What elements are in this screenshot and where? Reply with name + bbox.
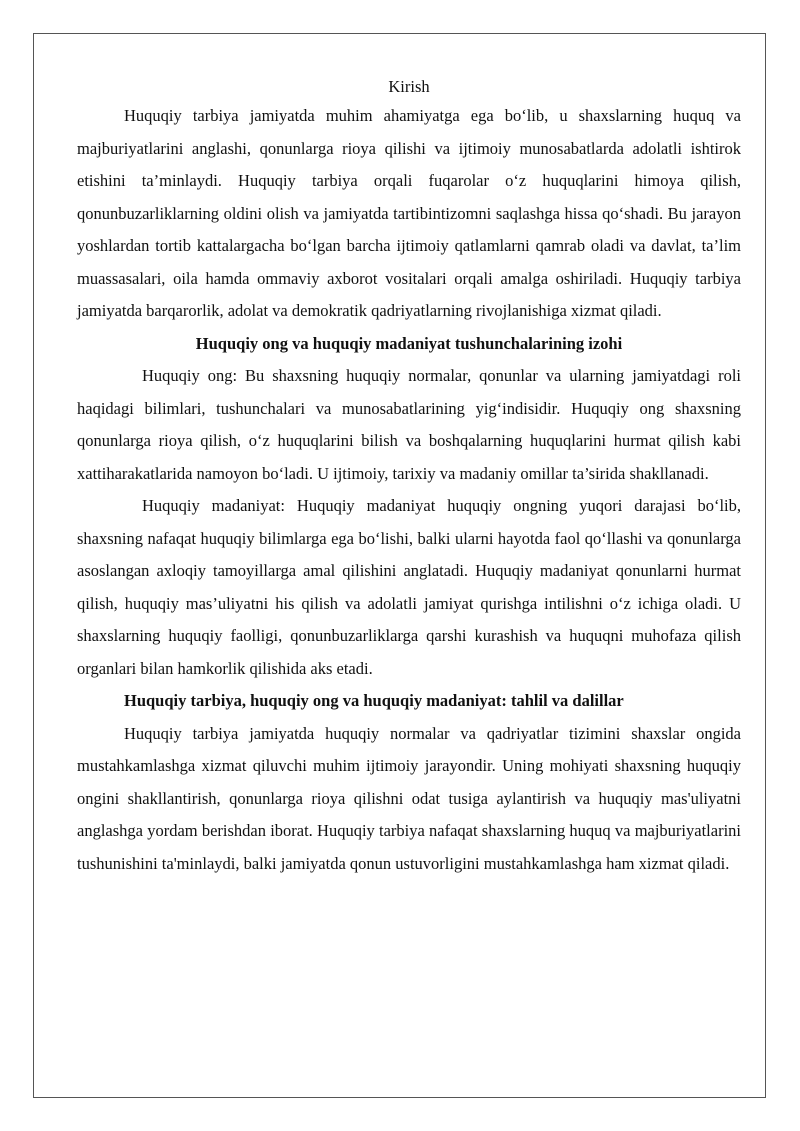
section1-paragraph-legal-culture: Huquqiy madaniyat: Huquqiy madaniyat huquqiy ongning yuqori darajasi bo‘lib, shaxsning nafaqat huquqiy bilimlarga ega bo‘lishi, balki ularni hayotda faol qo‘llashi va qonunlarga asoslangan axloqiy tamoyillarga amal qilishini anglatadi. Huquqiy madaniyat qonunlarni hurmat qilish, huquqiy mas’uliyatni his qilish va adolatli jamiyat qurishga intilishni o‘z ichiga oladi. U shaxslarning huquqiy faolligi, qonunbuzarliklarga qarshi kurashish va huquqni muhofaza qilish organlari bilan hamkorlik qilishida aks etadi. xyxy=(77,496,741,678)
section1-paragraph-legal-consciousness: Huquqiy ong: Bu shaxsning huquqiy normalar, qonunlar va ularning jamiyatdagi roli haqidagi bilimlari, tushunchalari va munosabatlarining yig‘indisidir. Huquqiy ong shaxsning qonunlarga rioya qilish, o‘z huquqlarini bilish va boshqalarning huquqlarini hurmat qilish kabi xattiharakatlarida namoyon bo‘ladi. U ijtimoiy, tarixiy va madaniy omillar ta’sirida shakllanadi. xyxy=(77,366,741,483)
intro-paragraph: Huquqiy tarbiya jamiyatda muhim ahamiyatga ega bo‘lib, u shaxslarning huquq va majburiyatlarini anglashi, qonunlarga rioya qilishi va ijtimoiy munosabatlarda adolatli ishtirok etishini ta’minlaydi. Huquqiy tarbiya orqali fuqarolar o‘z huquqlarini himoya qilish, qonunbuzarliklarning oldini olish va jamiyatda tartibintizomni saqlashga hissa qo‘shadi. Bu jarayon yoshlardan tortib kattalargacha bo‘lgan barcha ijtimoiy qatlamlarni qamrab oladi va davlat, ta’lim muassasalari, oila hamda ommaviy axborot vositalari orqali amalga oshiriladi. Huquqiy tarbiya jamiyatda barqarorlik, adolat va demokratik qadriyatlarning rivojlanishiga xizmat qiladi. xyxy=(77,106,741,320)
section1-heading: Huquqiy ong va huquqiy madaniyat tushunchalarining izohi xyxy=(195,333,623,353)
section2-heading: Huquqiy tarbiya, huquqiy ong va huquqiy madaniyat: tahlil va dalillar xyxy=(124,691,624,710)
document-body xyxy=(77,74,741,880)
section2-paragraph: Huquqiy tarbiya jamiyatda huquqiy normalar va qadriyatlar tizimini shaxslar ongida mustahkamlashga xizmat qiluvchi muhim ijtimoiy jarayondir. Uning mohiyati shaxsning huquqiy ongini shakllantirish, qonunlarga rioya qilishni odat tusiga aylantirish va huquqiy mas'uliyatni anglashga yordam berishdan iborat. Huquqiy tarbiya nafaqat shaxslarning huquq va majburiyatlarini tushunishini ta'minlaydi, balki jamiyatda qonun ustuvorligini mustahkamlashga ham xizmat qiladi. xyxy=(77,723,741,873)
document-title: Kirish xyxy=(388,77,430,96)
